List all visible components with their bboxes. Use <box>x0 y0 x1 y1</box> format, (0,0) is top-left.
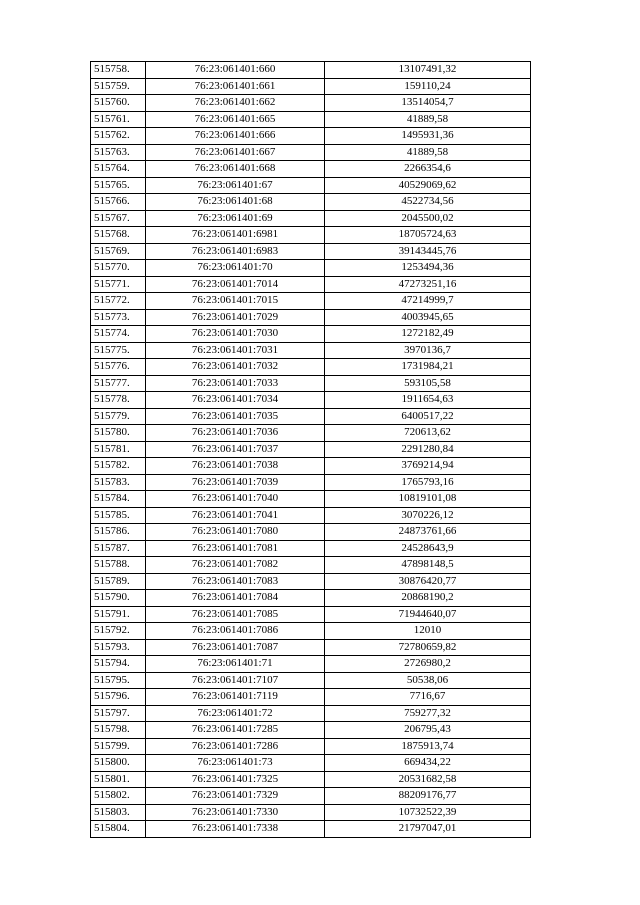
table-body <box>91 62 531 838</box>
row-number-cell: 515799. <box>91 738 146 755</box>
table-row <box>91 276 531 293</box>
cadastral-value-cell: 71944640,07 <box>325 606 531 623</box>
cadastral-value-cell: 40529069,62 <box>325 177 531 194</box>
table-row <box>91 606 531 623</box>
table-row <box>91 441 531 458</box>
cadastral-number-cell: 76:23:061401:7107 <box>146 672 325 689</box>
table-row <box>91 755 531 772</box>
cadastral-number-cell: 76:23:061401:7036 <box>146 425 325 442</box>
table-row <box>91 260 531 277</box>
cadastral-value-cell: 30876420,77 <box>325 573 531 590</box>
cadastral-value-cell: 1253494,36 <box>325 260 531 277</box>
row-number-cell: 515787. <box>91 540 146 557</box>
cadastral-value-cell: 13107491,32 <box>325 62 531 79</box>
table-row <box>91 243 531 260</box>
cadastral-number-cell: 76:23:061401:662 <box>146 95 325 112</box>
row-number-cell: 515766. <box>91 194 146 211</box>
row-number-cell: 515781. <box>91 441 146 458</box>
cadastral-number-cell: 76:23:061401:7084 <box>146 590 325 607</box>
cadastral-number-cell: 76:23:061401:7082 <box>146 557 325 574</box>
row-number-cell: 515788. <box>91 557 146 574</box>
row-number-cell: 515776. <box>91 359 146 376</box>
cadastral-number-cell: 76:23:061401:73 <box>146 755 325 772</box>
table-row <box>91 375 531 392</box>
cadastral-value-cell: 88209176,77 <box>325 788 531 805</box>
row-number-cell: 515785. <box>91 507 146 524</box>
cadastral-number-cell: 76:23:061401:661 <box>146 78 325 95</box>
cadastral-value-cell: 4003945,65 <box>325 309 531 326</box>
cadastral-value-cell: 159110,24 <box>325 78 531 95</box>
cadastral-value-cell: 18705724,63 <box>325 227 531 244</box>
cadastral-value-cell: 669434,22 <box>325 755 531 772</box>
table-row <box>91 491 531 508</box>
cadastral-number-cell: 76:23:061401:7038 <box>146 458 325 475</box>
cadastral-value-cell: 20868190,2 <box>325 590 531 607</box>
cadastral-value-cell: 1875913,74 <box>325 738 531 755</box>
row-number-cell: 515793. <box>91 639 146 656</box>
cadastral-number-cell: 76:23:061401:666 <box>146 128 325 145</box>
row-number-cell: 515774. <box>91 326 146 343</box>
row-number-cell: 515770. <box>91 260 146 277</box>
cadastral-value-cell: 24528643,9 <box>325 540 531 557</box>
cadastral-value-cell: 10732522,39 <box>325 804 531 821</box>
cadastral-value-cell: 6400517,22 <box>325 408 531 425</box>
row-number-cell: 515778. <box>91 392 146 409</box>
cadastral-value-cell: 2266354,6 <box>325 161 531 178</box>
table-row <box>91 359 531 376</box>
table-row <box>91 425 531 442</box>
cadastral-value-cell: 4522734,56 <box>325 194 531 211</box>
row-number-cell: 515796. <box>91 689 146 706</box>
cadastral-number-cell: 76:23:061401:6983 <box>146 243 325 260</box>
table-row <box>91 293 531 310</box>
table-row <box>91 788 531 805</box>
row-number-cell: 515762. <box>91 128 146 145</box>
cadastral-value-cell: 3769214,94 <box>325 458 531 475</box>
table-row <box>91 639 531 656</box>
cadastral-number-cell: 76:23:061401:68 <box>146 194 325 211</box>
cadastral-value-cell: 1272182,49 <box>325 326 531 343</box>
cadastral-number-cell: 76:23:061401:7081 <box>146 540 325 557</box>
table-row <box>91 161 531 178</box>
cadastral-number-cell: 76:23:061401:665 <box>146 111 325 128</box>
row-number-cell: 515794. <box>91 656 146 673</box>
cadastral-number-cell: 76:23:061401:7329 <box>146 788 325 805</box>
cadastral-number-cell: 76:23:061401:7031 <box>146 342 325 359</box>
cadastral-number-cell: 76:23:061401:7330 <box>146 804 325 821</box>
cadastral-number-cell: 76:23:061401:6981 <box>146 227 325 244</box>
cadastral-number-cell: 76:23:061401:7037 <box>146 441 325 458</box>
cadastral-value-cell: 41889,58 <box>325 144 531 161</box>
row-number-cell: 515780. <box>91 425 146 442</box>
row-number-cell: 515795. <box>91 672 146 689</box>
cadastral-number-cell: 76:23:061401:7029 <box>146 309 325 326</box>
table-row <box>91 590 531 607</box>
cadastral-value-cell: 7716,67 <box>325 689 531 706</box>
table-row <box>91 458 531 475</box>
row-number-cell: 515802. <box>91 788 146 805</box>
cadastral-number-cell: 76:23:061401:7014 <box>146 276 325 293</box>
cadastral-value-cell: 41889,58 <box>325 111 531 128</box>
cadastral-number-cell: 76:23:061401:67 <box>146 177 325 194</box>
cadastral-value-cell: 20531682,58 <box>325 771 531 788</box>
row-number-cell: 515801. <box>91 771 146 788</box>
row-number-cell: 515767. <box>91 210 146 227</box>
table-row <box>91 392 531 409</box>
row-number-cell: 515771. <box>91 276 146 293</box>
cadastral-value-cell: 21797047,01 <box>325 821 531 838</box>
cadastral-number-cell: 76:23:061401:7033 <box>146 375 325 392</box>
table-row <box>91 722 531 739</box>
cadastral-number-cell: 76:23:061401:7032 <box>146 359 325 376</box>
cadastral-value-cell: 206795,43 <box>325 722 531 739</box>
table-row <box>91 705 531 722</box>
row-number-cell: 515783. <box>91 474 146 491</box>
row-number-cell: 515760. <box>91 95 146 112</box>
row-number-cell: 515769. <box>91 243 146 260</box>
table-row <box>91 227 531 244</box>
row-number-cell: 515758. <box>91 62 146 79</box>
cadastral-value-cell: 2291280,84 <box>325 441 531 458</box>
row-number-cell: 515779. <box>91 408 146 425</box>
table-row <box>91 474 531 491</box>
cadastral-value-cell: 12010 <box>325 623 531 640</box>
cadastral-value-cell: 72780659,82 <box>325 639 531 656</box>
table-row <box>91 78 531 95</box>
table-row <box>91 111 531 128</box>
cadastral-number-cell: 76:23:061401:7035 <box>146 408 325 425</box>
cadastral-value-cell: 3970136,7 <box>325 342 531 359</box>
table-row <box>91 540 531 557</box>
table-row <box>91 507 531 524</box>
cadastral-number-cell: 76:23:061401:7080 <box>146 524 325 541</box>
table-row <box>91 557 531 574</box>
cadastral-value-cell: 13514054,7 <box>325 95 531 112</box>
row-number-cell: 515765. <box>91 177 146 194</box>
cadastral-value-table <box>90 61 531 838</box>
table-row <box>91 524 531 541</box>
table-row <box>91 177 531 194</box>
table-row <box>91 326 531 343</box>
cadastral-number-cell: 76:23:061401:7034 <box>146 392 325 409</box>
cadastral-number-cell: 76:23:061401:7338 <box>146 821 325 838</box>
cadastral-number-cell: 76:23:061401:7040 <box>146 491 325 508</box>
table-row <box>91 771 531 788</box>
cadastral-number-cell: 76:23:061401:7085 <box>146 606 325 623</box>
table-row <box>91 309 531 326</box>
row-number-cell: 515791. <box>91 606 146 623</box>
cadastral-number-cell: 76:23:061401:668 <box>146 161 325 178</box>
cadastral-value-cell: 50538,06 <box>325 672 531 689</box>
table-row <box>91 408 531 425</box>
row-number-cell: 515782. <box>91 458 146 475</box>
table-row <box>91 656 531 673</box>
table-row <box>91 128 531 145</box>
row-number-cell: 515784. <box>91 491 146 508</box>
cadastral-number-cell: 76:23:061401:7083 <box>146 573 325 590</box>
row-number-cell: 515804. <box>91 821 146 838</box>
cadastral-number-cell: 76:23:061401:7087 <box>146 639 325 656</box>
cadastral-number-cell: 76:23:061401:7015 <box>146 293 325 310</box>
table-row <box>91 194 531 211</box>
row-number-cell: 515768. <box>91 227 146 244</box>
cadastral-value-cell: 47273251,16 <box>325 276 531 293</box>
cadastral-value-cell: 759277,32 <box>325 705 531 722</box>
row-number-cell: 515786. <box>91 524 146 541</box>
cadastral-value-cell: 3070226,12 <box>325 507 531 524</box>
table-row <box>91 95 531 112</box>
cadastral-value-cell: 10819101,08 <box>325 491 531 508</box>
cadastral-number-cell: 76:23:061401:7325 <box>146 771 325 788</box>
cadastral-number-cell: 76:23:061401:69 <box>146 210 325 227</box>
row-number-cell: 515803. <box>91 804 146 821</box>
row-number-cell: 515790. <box>91 590 146 607</box>
cadastral-number-cell: 76:23:061401:7285 <box>146 722 325 739</box>
row-number-cell: 515759. <box>91 78 146 95</box>
table-row <box>91 821 531 838</box>
cadastral-value-cell: 39143445,76 <box>325 243 531 260</box>
cadastral-value-cell: 2726980,2 <box>325 656 531 673</box>
row-number-cell: 515775. <box>91 342 146 359</box>
cadastral-number-cell: 76:23:061401:7039 <box>146 474 325 491</box>
row-number-cell: 515761. <box>91 111 146 128</box>
cadastral-number-cell: 76:23:061401:72 <box>146 705 325 722</box>
cadastral-value-cell: 1495931,36 <box>325 128 531 145</box>
cadastral-value-cell: 1765793,16 <box>325 474 531 491</box>
table-row <box>91 623 531 640</box>
row-number-cell: 515789. <box>91 573 146 590</box>
row-number-cell: 515792. <box>91 623 146 640</box>
cadastral-value-cell: 47214999,7 <box>325 293 531 310</box>
table-row <box>91 689 531 706</box>
row-number-cell: 515764. <box>91 161 146 178</box>
row-number-cell: 515797. <box>91 705 146 722</box>
cadastral-number-cell: 76:23:061401:7086 <box>146 623 325 640</box>
table-row <box>91 573 531 590</box>
cadastral-number-cell: 76:23:061401:70 <box>146 260 325 277</box>
cadastral-value-cell: 720613,62 <box>325 425 531 442</box>
cadastral-value-cell: 1911654,63 <box>325 392 531 409</box>
cadastral-value-cell: 593105,58 <box>325 375 531 392</box>
row-number-cell: 515800. <box>91 755 146 772</box>
cadastral-value-cell: 24873761,66 <box>325 524 531 541</box>
table-row <box>91 144 531 161</box>
row-number-cell: 515763. <box>91 144 146 161</box>
cadastral-number-cell: 76:23:061401:7030 <box>146 326 325 343</box>
row-number-cell: 515772. <box>91 293 146 310</box>
row-number-cell: 515773. <box>91 309 146 326</box>
cadastral-number-cell: 76:23:061401:667 <box>146 144 325 161</box>
row-number-cell: 515777. <box>91 375 146 392</box>
cadastral-number-cell: 76:23:061401:71 <box>146 656 325 673</box>
cadastral-number-cell: 76:23:061401:7119 <box>146 689 325 706</box>
table-row <box>91 342 531 359</box>
cadastral-number-cell: 76:23:061401:7286 <box>146 738 325 755</box>
table-row <box>91 738 531 755</box>
cadastral-number-cell: 76:23:061401:7041 <box>146 507 325 524</box>
table-row <box>91 210 531 227</box>
table-row <box>91 62 531 79</box>
table-row <box>91 804 531 821</box>
cadastral-value-cell: 47898148,5 <box>325 557 531 574</box>
cadastral-value-cell: 2045500,02 <box>325 210 531 227</box>
table-row <box>91 672 531 689</box>
cadastral-number-cell: 76:23:061401:660 <box>146 62 325 79</box>
cadastral-value-cell: 1731984,21 <box>325 359 531 376</box>
row-number-cell: 515798. <box>91 722 146 739</box>
